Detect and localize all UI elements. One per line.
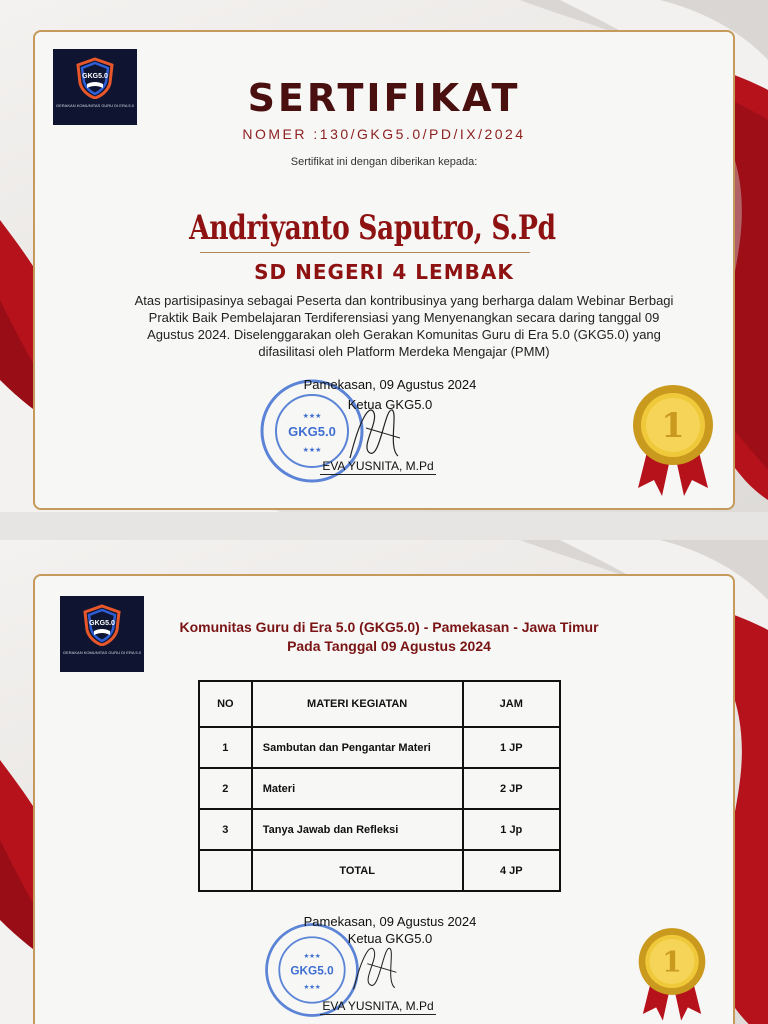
logo-caption: GERAKAN KOMUNITAS GURU DI ERA 5.0 [56, 103, 134, 108]
total-label: TOTAL [252, 850, 463, 891]
stamp-label: GKG5.0 [288, 424, 336, 439]
cell-no: 2 [199, 768, 252, 809]
schedule-table [198, 680, 561, 892]
recipient-name: Andriyanto Saputro, S.Pd [189, 208, 556, 248]
page-gap [0, 512, 768, 540]
schedule-heading-line2: Pada Tanggal 09 Agustus 2024 [287, 638, 491, 654]
svg-text:★★★: ★★★ [303, 953, 321, 961]
column-header-materi: MATERI KEGIATAN [252, 681, 463, 727]
signature-2 [345, 938, 405, 998]
cell-jam: 1 JP [463, 727, 560, 768]
sign-place-date-2: Pamekasan, 09 Agustus 2024 [303, 914, 477, 929]
gold-medal-icon [628, 380, 718, 500]
gold-medal-icon-2 [628, 924, 716, 1024]
logo-label: GKG5.0 [82, 73, 108, 80]
schedule-heading-line1: Komunitas Guru di Era 5.0 (GKG5.0) - Pamekasan - Jawa Timur [179, 619, 599, 635]
gkg-logo-2 [60, 596, 144, 672]
table-row [199, 768, 560, 809]
table-row [199, 809, 560, 850]
sign-role-2: Ketua GKG5.0 [347, 931, 433, 946]
column-header-no: NO [199, 681, 252, 727]
signer-name-2: EVA YUSNITA, M.Pd [320, 999, 436, 1015]
cell-no: 3 [199, 809, 252, 850]
sign-place-date: Pamekasan, 09 Agustus 2024 [303, 377, 477, 392]
recipient-school: SD NEGERI 4 LEMBAK [254, 260, 514, 284]
table-header-row [199, 681, 560, 727]
name-underline [200, 252, 530, 253]
svg-text:★★★: ★★★ [302, 447, 322, 454]
table-total-row [199, 850, 560, 891]
cell-jam: 1 Jp [463, 809, 560, 850]
sign-role: Ketua GKG5.0 [347, 397, 433, 412]
shield-icon [82, 604, 122, 646]
certificate-number: NOMER :130/GKG5.0/PD/IX/2024 [242, 126, 526, 142]
cell-materi: Tanya Jawab dan Refleksi [252, 809, 463, 850]
certificate-title: SERTIFIKAT [247, 76, 521, 120]
certificate-description: Atas partisipasinya sebagai Peserta dan kontribusinya yang berharga dalam Webinar Berbagi Praktik Baik Pembelajaran Terdiferensiasi yang Menyenangkan secara daring tanggal 09 Agustus 2024. Diselenggarakan oleh Gerakan Komunitas Guru di Era 5.0 (GKG5.0) yang difasilitasi oleh Platform Merdeka Mengajar (PMM) [134, 293, 674, 359]
schedule-page [0, 540, 768, 1024]
medal-number: 1 [662, 944, 682, 979]
column-header-jam: JAM [463, 681, 560, 727]
signer-name: EVA YUSNITA, M.Pd [320, 459, 436, 475]
svg-text:★★★: ★★★ [302, 413, 322, 420]
logo-label: GKG5.0 [89, 620, 115, 627]
certificate-intro: Sertifikat ini dengan diberikan kepada: [290, 156, 478, 168]
cell-jam: 2 JP [463, 768, 560, 809]
stamp-label: GKG5.0 [290, 963, 334, 978]
total-value: 4 JP [463, 850, 560, 891]
logo-caption: GERAKAN KOMUNITAS GURU DI ERA 5.0 [63, 650, 141, 655]
cell-no: 1 [199, 727, 252, 768]
svg-text:★★★: ★★★ [303, 984, 321, 992]
medal-number: 1 [661, 406, 685, 446]
cell-no-empty [199, 850, 252, 891]
cell-materi: Sambutan dan Pengantar Materi [252, 727, 463, 768]
cell-materi: Materi [252, 768, 463, 809]
table-row [199, 727, 560, 768]
